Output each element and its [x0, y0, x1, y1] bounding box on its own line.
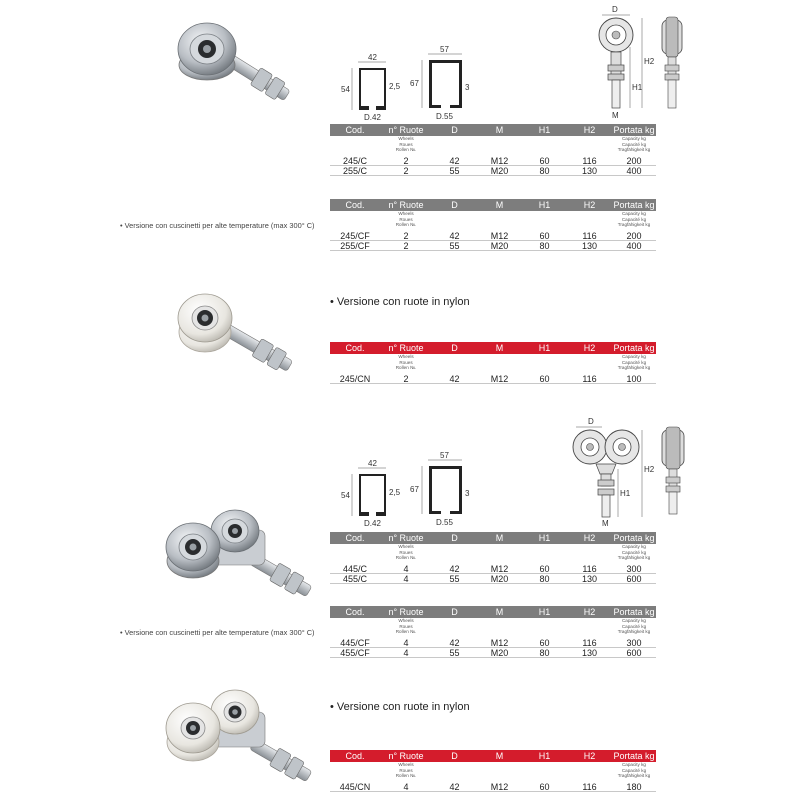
col-d-cell: 42: [449, 637, 460, 648]
nylon-version-title: • Versione con ruote in nylon: [330, 701, 470, 713]
ruote-translation: Wheels: [398, 618, 414, 623]
portata-translation: Tragfähigkeit kg: [617, 222, 651, 228]
col-portata-header: Portata kg: [613, 533, 655, 543]
col-m-cell: M12: [490, 637, 509, 648]
col-ruote-header: n° Ruote: [388, 200, 424, 210]
schematic-m-label: M: [602, 519, 609, 528]
table-header: [330, 199, 656, 211]
col-cod-cell: 455/C: [342, 573, 368, 584]
ruote-translation: Rollen №.: [395, 629, 417, 635]
col-h2-cell: 116: [582, 781, 597, 792]
portata-translation: Capacity kg: [621, 762, 646, 767]
col-h2-cell: 130: [581, 573, 598, 584]
col-h1-header: H1: [538, 607, 551, 617]
col-ruote-cell: 4: [403, 563, 409, 574]
col-portata-cell: 100: [626, 373, 642, 384]
spec-table-245cn: [330, 342, 656, 384]
ruote-translation: Rollen №.: [395, 147, 417, 153]
ruote-translation: Roues: [399, 216, 413, 222]
col-m-cell: M20: [490, 165, 509, 176]
col-portata-cell: 400: [626, 240, 642, 251]
schematic-h1-label: H1: [620, 489, 631, 498]
col-d-cell: 42: [449, 230, 460, 241]
subheader-spacer: [477, 544, 522, 564]
profile-d42-height: 54: [341, 85, 350, 94]
portata-translations: [612, 211, 656, 231]
col-m-header: M: [495, 343, 504, 353]
col-portata-cell: 200: [626, 155, 642, 166]
subheader-spacer: [522, 136, 567, 156]
col-ruote-cell: 2: [403, 155, 409, 166]
portata-translation: Capacity kg: [621, 136, 646, 141]
col-h2-header: H2: [583, 125, 596, 135]
col-portata-header: Portata kg: [613, 125, 655, 135]
double-wheel-schematic: [568, 414, 703, 529]
col-h1-cell: 60: [539, 563, 550, 574]
ruote-translation: Wheels: [398, 354, 414, 359]
portata-translation: Capacity kg: [621, 211, 646, 216]
col-cod-header: Cod.: [345, 751, 365, 761]
col-m-header: M: [495, 751, 504, 761]
subheader-spacer: [432, 762, 477, 782]
col-h2-cell: 116: [582, 637, 597, 648]
profile-d42-lip: 2,5: [389, 488, 401, 497]
col-d-cell: 55: [449, 647, 460, 658]
subheader-spacer: [432, 618, 477, 638]
profile-d42-lip: 2,5: [389, 82, 401, 91]
ruote-translations: [380, 136, 432, 156]
schematic-d-label: D: [588, 417, 594, 426]
col-h2-cell: 130: [581, 240, 598, 251]
ruote-translation: Roues: [399, 141, 413, 147]
subheader-spacer: [432, 354, 477, 374]
col-h1-header: H1: [538, 533, 551, 543]
profile-d55-name: D.55: [436, 518, 453, 527]
portata-translation: Capacité kg: [621, 141, 647, 147]
col-h2-cell: 130: [581, 647, 598, 658]
spec-table-445cn: [330, 750, 656, 792]
col-cod-cell: 245/C: [342, 155, 368, 166]
profile-d42-name: D.42: [364, 519, 381, 528]
ruote-translations: [380, 544, 432, 564]
subheader-spacer: [477, 618, 522, 638]
col-cod-cell: 445/CN: [339, 781, 371, 792]
col-cod-header: Cod.: [345, 125, 365, 135]
col-cod-cell: 455/CF: [340, 647, 370, 658]
col-m-cell: M12: [490, 230, 509, 241]
col-d-header: D: [451, 200, 458, 210]
table-row: [330, 638, 656, 648]
portata-translation: Capacité kg: [621, 549, 647, 555]
ruote-translation: Rollen №.: [395, 365, 417, 371]
col-ruote-header: n° Ruote: [388, 533, 424, 543]
col-h1-header: H1: [538, 343, 551, 353]
col-ruote-cell: 2: [403, 240, 409, 251]
col-cod-cell: 255/CF: [340, 240, 370, 251]
col-h1-cell: 80: [539, 240, 550, 251]
table-header: [330, 342, 656, 354]
col-ruote-cell: 4: [403, 647, 409, 658]
portata-translation: Tragfähigkeit kg: [617, 365, 651, 371]
col-h1-cell: 80: [539, 165, 550, 176]
col-d-header: D: [451, 533, 458, 543]
col-cod-cell: 245/CF: [340, 230, 370, 241]
table-subheader: [330, 762, 656, 782]
col-ruote-header: n° Ruote: [388, 343, 424, 353]
table-header: [330, 750, 656, 762]
spec-table-245c: [330, 124, 656, 176]
ruote-translation: Rollen №.: [395, 555, 417, 561]
col-portata-cell: 600: [626, 647, 642, 658]
single-wheel-nylon-photo: [165, 290, 300, 390]
ruote-translations: [380, 211, 432, 231]
table-subheader: [330, 544, 656, 564]
profile-drawing-d55: [408, 44, 478, 122]
col-h2-header: H2: [583, 751, 596, 761]
portata-translations: [612, 762, 656, 782]
portata-translations: [612, 618, 656, 638]
portata-translation: Capacité kg: [621, 216, 647, 222]
schematic-d-label: D: [612, 5, 618, 14]
portata-translation: Tragfähigkeit kg: [617, 555, 651, 561]
profile-d55-name: D.55: [436, 112, 453, 121]
subheader-spacer: [477, 762, 522, 782]
subheader-spacer: [567, 544, 612, 564]
col-h1-cell: 80: [539, 573, 550, 584]
col-h1-cell: 60: [539, 230, 550, 241]
col-h2-cell: 130: [581, 165, 598, 176]
col-portata-cell: 400: [626, 165, 642, 176]
table-row: [330, 241, 656, 251]
portata-translation: Capacity kg: [621, 354, 646, 359]
col-h2-cell: 116: [582, 230, 597, 241]
col-ruote-header: n° Ruote: [388, 125, 424, 135]
ruote-translation: Rollen №.: [395, 222, 417, 228]
table-header: [330, 124, 656, 136]
subheader-spacer: [330, 762, 380, 782]
subheader-spacer: [432, 544, 477, 564]
table-row: [330, 374, 656, 384]
profile-drawing-d55-b: [408, 450, 478, 528]
profile-d55-lip: 3: [465, 489, 470, 498]
subheader-spacer: [567, 354, 612, 374]
col-d-header: D: [451, 751, 458, 761]
spec-table-245cf: [330, 199, 656, 251]
col-h1-cell: 60: [539, 373, 550, 384]
ruote-translation: Wheels: [398, 544, 414, 549]
profile-d55-width: 57: [440, 451, 449, 460]
portata-translation: Tragfähigkeit kg: [617, 773, 651, 779]
ruote-translation: Roues: [399, 767, 413, 773]
col-h1-header: H1: [538, 125, 551, 135]
nylon-version-title: • Versione con ruote in nylon: [330, 296, 470, 308]
col-h2-cell: 116: [582, 563, 597, 574]
col-h2-cell: 116: [582, 155, 597, 166]
col-ruote-cell: 2: [403, 373, 409, 384]
table-row: [330, 166, 656, 176]
col-cod-header: Cod.: [345, 607, 365, 617]
schematic-h2-label: H2: [644, 465, 655, 474]
table-row: [330, 648, 656, 658]
col-m-cell: M20: [490, 573, 509, 584]
col-d-cell: 42: [449, 373, 460, 384]
subheader-spacer: [567, 618, 612, 638]
subheader-spacer: [330, 211, 380, 231]
col-h2-cell: 116: [582, 373, 597, 384]
profile-drawing-d42: [338, 52, 408, 122]
schematic-h1-label: H1: [632, 83, 643, 92]
ruote-translation: Wheels: [398, 136, 414, 141]
col-portata-header: Portata kg: [613, 751, 655, 761]
col-d-cell: 42: [449, 563, 460, 574]
col-portata-cell: 200: [626, 230, 642, 241]
col-h1-header: H1: [538, 200, 551, 210]
col-d-cell: 42: [449, 781, 460, 792]
profile-d42-width: 42: [368, 459, 377, 468]
subheader-spacer: [522, 354, 567, 374]
col-h2-header: H2: [583, 607, 596, 617]
ruote-translation: Roues: [399, 623, 413, 629]
col-ruote-header: n° Ruote: [388, 751, 424, 761]
col-m-cell: M12: [490, 155, 509, 166]
col-d-cell: 42: [449, 155, 460, 166]
col-h1-cell: 60: [539, 155, 550, 166]
col-ruote-cell: 2: [403, 230, 409, 241]
col-h2-header: H2: [583, 343, 596, 353]
table-row: [330, 564, 656, 574]
profile-d55-width: 57: [440, 45, 449, 54]
col-portata-cell: 300: [626, 637, 642, 648]
subheader-spacer: [330, 544, 380, 564]
col-portata-cell: 180: [626, 781, 642, 792]
col-cod-cell: 445/C: [342, 563, 368, 574]
subheader-spacer: [522, 211, 567, 231]
col-cod-cell: 445/CF: [340, 637, 370, 648]
high-temp-note: • Versione con cuscinetti per alte temperature (max 300° C): [120, 221, 315, 230]
portata-translations: [612, 354, 656, 374]
col-m-header: M: [495, 125, 504, 135]
col-d-header: D: [451, 125, 458, 135]
spec-table-445c: [330, 532, 656, 584]
profile-d42-height: 54: [341, 491, 350, 500]
col-h1-header: H1: [538, 751, 551, 761]
col-portata-header: Portata kg: [613, 200, 655, 210]
subheader-spacer: [522, 618, 567, 638]
single-wheel-steel-photo: [165, 15, 300, 120]
portata-translation: Tragfähigkeit kg: [617, 147, 651, 153]
col-h2-header: H2: [583, 200, 596, 210]
profile-d55-lip: 3: [465, 83, 470, 92]
double-wheel-steel-photo: [155, 495, 320, 610]
subheader-spacer: [567, 211, 612, 231]
table-header: [330, 532, 656, 544]
col-cod-header: Cod.: [345, 343, 365, 353]
col-ruote-cell: 2: [403, 165, 409, 176]
col-ruote-cell: 4: [403, 573, 409, 584]
table-row: [330, 156, 656, 166]
col-portata-cell: 600: [626, 573, 642, 584]
col-d-header: D: [451, 607, 458, 617]
subheader-spacer: [330, 354, 380, 374]
col-d-cell: 55: [449, 573, 460, 584]
table-subheader: [330, 136, 656, 156]
col-m-cell: M12: [490, 563, 509, 574]
col-h1-cell: 60: [539, 637, 550, 648]
col-portata-header: Portata kg: [613, 607, 655, 617]
portata-translations: [612, 136, 656, 156]
ruote-translation: Roues: [399, 549, 413, 555]
schematic-h2-label: H2: [644, 57, 655, 66]
subheader-spacer: [330, 136, 380, 156]
table-subheader: [330, 354, 656, 374]
subheader-spacer: [522, 544, 567, 564]
col-m-header: M: [495, 200, 504, 210]
col-cod-cell: 255/C: [342, 165, 368, 176]
table-header: [330, 606, 656, 618]
profile-d55-height: 67: [410, 79, 419, 88]
col-m-cell: M20: [490, 240, 509, 251]
col-d-cell: 55: [449, 240, 460, 251]
table-subheader: [330, 211, 656, 231]
col-cod-header: Cod.: [345, 533, 365, 543]
col-portata-header: Portata kg: [613, 343, 655, 353]
ruote-translation: Rollen №.: [395, 773, 417, 779]
subheader-spacer: [330, 618, 380, 638]
col-d-header: D: [451, 343, 458, 353]
ruote-translation: Roues: [399, 359, 413, 365]
ruote-translations: [380, 354, 432, 374]
portata-translation: Tragfähigkeit kg: [617, 629, 651, 635]
col-cod-header: Cod.: [345, 200, 365, 210]
portata-translation: Capacité kg: [621, 359, 647, 365]
col-ruote-header: n° Ruote: [388, 607, 424, 617]
profile-d55-height: 67: [410, 485, 419, 494]
portata-translation: Capacity kg: [621, 544, 646, 549]
col-d-cell: 55: [449, 165, 460, 176]
ruote-translations: [380, 618, 432, 638]
profile-d42-name: D.42: [364, 113, 381, 122]
table-row: [330, 782, 656, 792]
col-m-header: M: [495, 533, 504, 543]
subheader-spacer: [522, 762, 567, 782]
table-subheader: [330, 618, 656, 638]
col-m-cell: M20: [490, 647, 509, 658]
col-ruote-cell: 4: [403, 637, 409, 648]
subheader-spacer: [477, 136, 522, 156]
subheader-spacer: [477, 354, 522, 374]
portata-translation: Capacité kg: [621, 767, 647, 773]
ruote-translations: [380, 762, 432, 782]
subheader-spacer: [432, 211, 477, 231]
col-m-cell: M12: [490, 373, 509, 384]
subheader-spacer: [477, 211, 522, 231]
subheader-spacer: [567, 762, 612, 782]
portata-translations: [612, 544, 656, 564]
col-h1-cell: 80: [539, 647, 550, 658]
portata-translation: Capacité kg: [621, 623, 647, 629]
col-m-cell: M12: [490, 781, 509, 792]
spec-table-445cf: [330, 606, 656, 658]
subheader-spacer: [432, 136, 477, 156]
profile-drawing-d42-b: [338, 458, 408, 528]
col-h1-cell: 60: [539, 781, 550, 792]
col-m-header: M: [495, 607, 504, 617]
double-wheel-nylon-photo: [155, 680, 320, 790]
col-ruote-cell: 4: [403, 781, 409, 792]
profile-d42-width: 42: [368, 53, 377, 62]
schematic-m-label: M: [612, 111, 619, 120]
subheader-spacer: [567, 136, 612, 156]
col-portata-cell: 300: [626, 563, 642, 574]
table-row: [330, 231, 656, 241]
single-wheel-schematic: [590, 2, 700, 122]
table-row: [330, 574, 656, 584]
ruote-translation: Wheels: [398, 211, 414, 216]
portata-translation: Capacity kg: [621, 618, 646, 623]
high-temp-note: • Versione con cuscinetti per alte temperature (max 300° C): [120, 628, 315, 637]
col-h2-header: H2: [583, 533, 596, 543]
col-cod-cell: 245/CN: [339, 373, 371, 384]
ruote-translation: Wheels: [398, 762, 414, 767]
